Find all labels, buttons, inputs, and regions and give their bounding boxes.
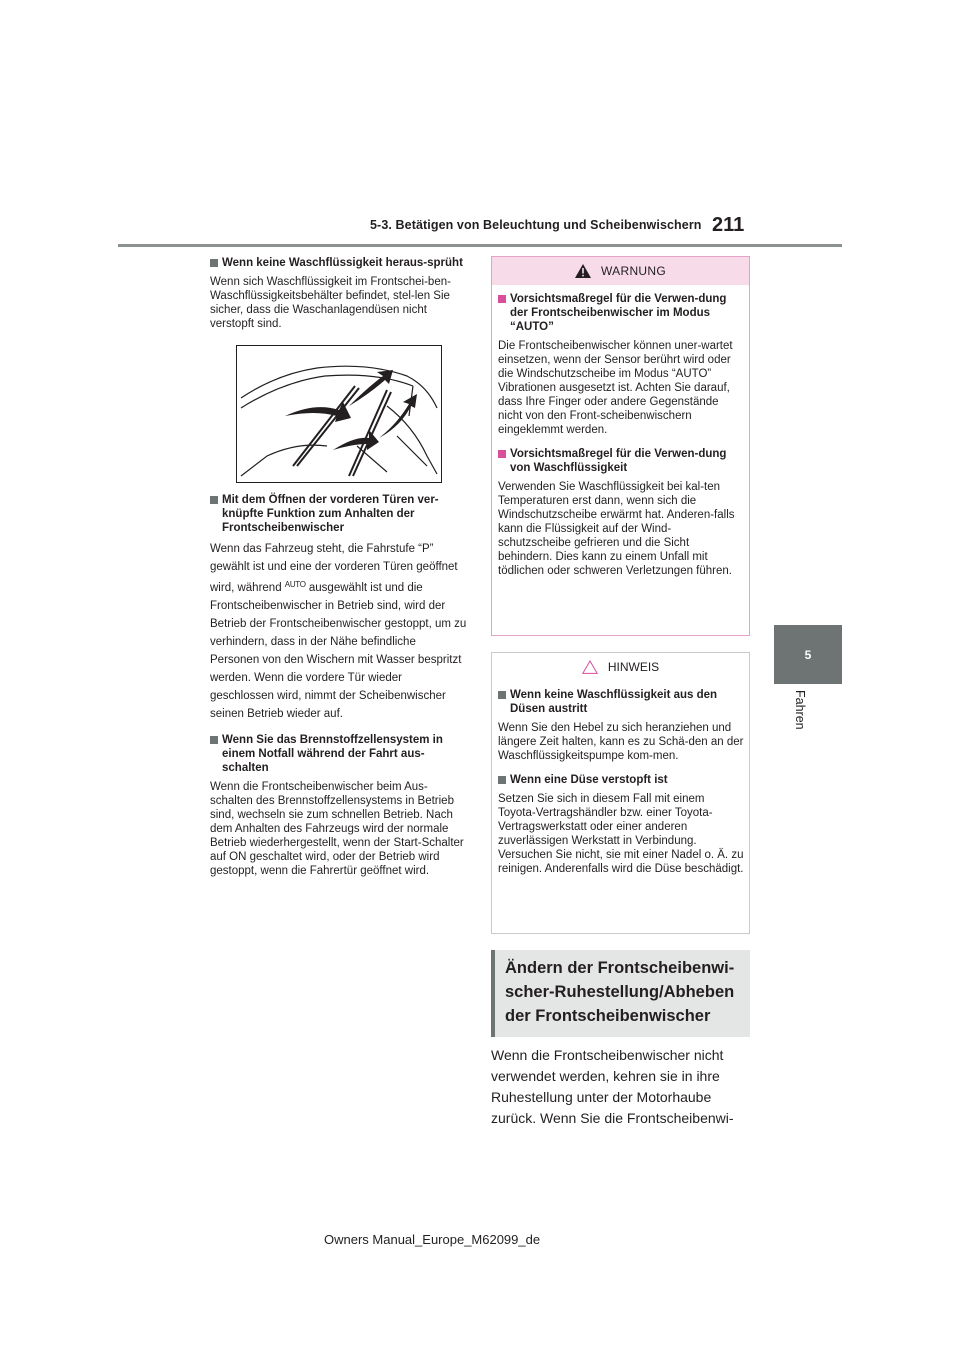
square-bullet-icon	[498, 450, 506, 458]
chapter-tab	[774, 625, 842, 684]
warning-subheading-auto: Vorsichtsmaßregel für die Verwen-dung der Frontscheibenwischer im Modus “AUTO”	[498, 292, 744, 334]
warning-triangle-icon	[575, 264, 591, 278]
note-paragraph-clogged: Setzen Sie sich in diesem Fall mit einem Toyota-Vertragshändler bzw. einer Toyota-Vertragswerkstatt oder einer anderen zuverlässigen Werkstatt in Verbindung. Versuchen Sie nicht, sie mit einer Nadel o. Ä. zu reinigen. Anderenfalls wird die Düse beschädigt.	[498, 793, 744, 875]
warning-box	[491, 256, 750, 636]
note-body	[492, 681, 749, 876]
wiper-illustration	[236, 345, 442, 483]
paragraph-no-fluid: Wenn sich Waschflüssigkeit im Frontschei-ben-Waschflüssigkeitsbehälter befindet, stel-len Sie sicher, dass die Waschanlagendüsen nicht verstopft sind.	[210, 276, 451, 330]
windshield-wiper-image	[237, 346, 441, 482]
paragraph-door-stop: Wenn das Fahrzeug steht, die Fahrstufe “P” gewählt ist und eine der vorderen Türen geöffnet wird, während $^{AUTO}$ ausgewählt ist und die Frontscheibenwischer in Betrieb sind, wird der Betrieb der Frontscheibenwischer gestoppt, um zu verhindern, dass in der Nähe befindliche Personen von den Wischern mit Wasser bespritzt werden. Wenn die vordere Tür wieder geschlossen wird, nimmt der Scheibenwischer seinen Betrieb wieder auf.	[210, 543, 467, 720]
running-header: 5-3. Betätigen von Beleuchtung und Scheibenwischern	[370, 218, 702, 232]
note-subheading-clogged: Wenn eine Düse verstopft ist	[498, 773, 744, 787]
note-header	[492, 653, 749, 681]
page-number: 211	[712, 214, 745, 236]
chapter-number: 5	[804, 647, 812, 662]
section-heading: Ändern der Frontscheibenwi- scher-Ruhestellung/Abheben der Frontscheibenwischer	[491, 950, 750, 1037]
footer-document-id: Owners Manual_Europe_M62099_de	[324, 1232, 541, 1247]
warning-title: WARNUNG	[601, 264, 666, 278]
warning-paragraph-fluid: Verwenden Sie Waschflüssigkeit bei kal-ten Temperaturen erst dann, wenn sich die Windschutzscheibe erwärmt hat. Anderen-falls kann die Flüssigkeit auf der Wind-schutzscheibe gefrieren und die Sicht behindern. Dies kann zu einem Unfall mit tödlichen oder schweren Verletzungen führen.	[498, 481, 735, 577]
caution-triangle-icon	[582, 660, 598, 674]
chapter-label-text: Fahren	[793, 690, 807, 730]
left-column	[210, 256, 468, 888]
header-rule	[118, 244, 842, 247]
chapter-label	[794, 690, 808, 750]
square-bullet-icon	[498, 776, 506, 784]
warning-subheading-fluid: Vorsichtsmaßregel für die Verwen-dung von Waschflüssigkeit	[498, 447, 744, 475]
square-bullet-icon	[498, 295, 506, 303]
note-subheading-no-fluid: Wenn keine Waschflüssigkeit aus den Düsen austritt	[498, 688, 744, 716]
subheading-no-fluid: Wenn keine Waschflüssigkeit heraus-sprüht	[210, 256, 468, 270]
note-box	[491, 652, 750, 934]
auto-symbol: AUTO	[284, 580, 306, 589]
note-title: HINWEIS	[607, 660, 660, 674]
subheading-emergency-off: Wenn Sie das Brennstoffzellensystem in einem Notfall während der Fahrt aus-schalten	[210, 733, 468, 775]
paragraph-emergency-off: Wenn die Frontscheibenwischer beim Aus-schalten des Brennstoffzellensystems in Betrieb sind, wechseln sie zum schnellen Betrieb. Nach dem Anhalten des Fahrzeugs wird der normale Betrieb wiederhergestellt, wenn der Start-Schalter auf ON geschaltet wird, oder der Betrieb wird gestoppt, wenn die Fahrertür geöffnet wird.	[210, 781, 464, 877]
subheading-door-stop: Mit dem Öffnen der vorderen Türen ver-knüpfte Funktion zum Anhalten der Frontscheibenwischer	[210, 493, 468, 535]
warning-body	[492, 285, 749, 578]
square-bullet-icon	[210, 496, 218, 504]
square-bullet-icon	[210, 259, 218, 267]
square-bullet-icon	[210, 736, 218, 744]
section-intro-paragraph: Wenn die Frontscheibenwischer nicht verwendet werden, kehren sie in ihre Ruhestellung unter der Motorhaube zurück. Wenn Sie die Frontscheibenwi-	[491, 1047, 734, 1126]
note-paragraph-no-fluid: Wenn Sie den Hebel zu sich heranziehen und längere Zeit halten, kann es zu Schä-den an der Waschflüssigkeitspumpe kom-men.	[498, 722, 744, 762]
right-column	[491, 256, 750, 1129]
square-bullet-icon	[498, 691, 506, 699]
warning-paragraph-auto: Die Frontscheibenwischer können uner-wartet einsetzen, wenn der Sensor berührt wird oder die Windschutzscheibe im Modus “AUTO” Vibrationen ausgesetzt ist. Achten Sie darauf, dass Ihre Finger oder andere Gegenstände nicht von den Front-scheibenwischern eingeklemmt werden.	[498, 340, 733, 436]
warning-header	[492, 257, 749, 285]
